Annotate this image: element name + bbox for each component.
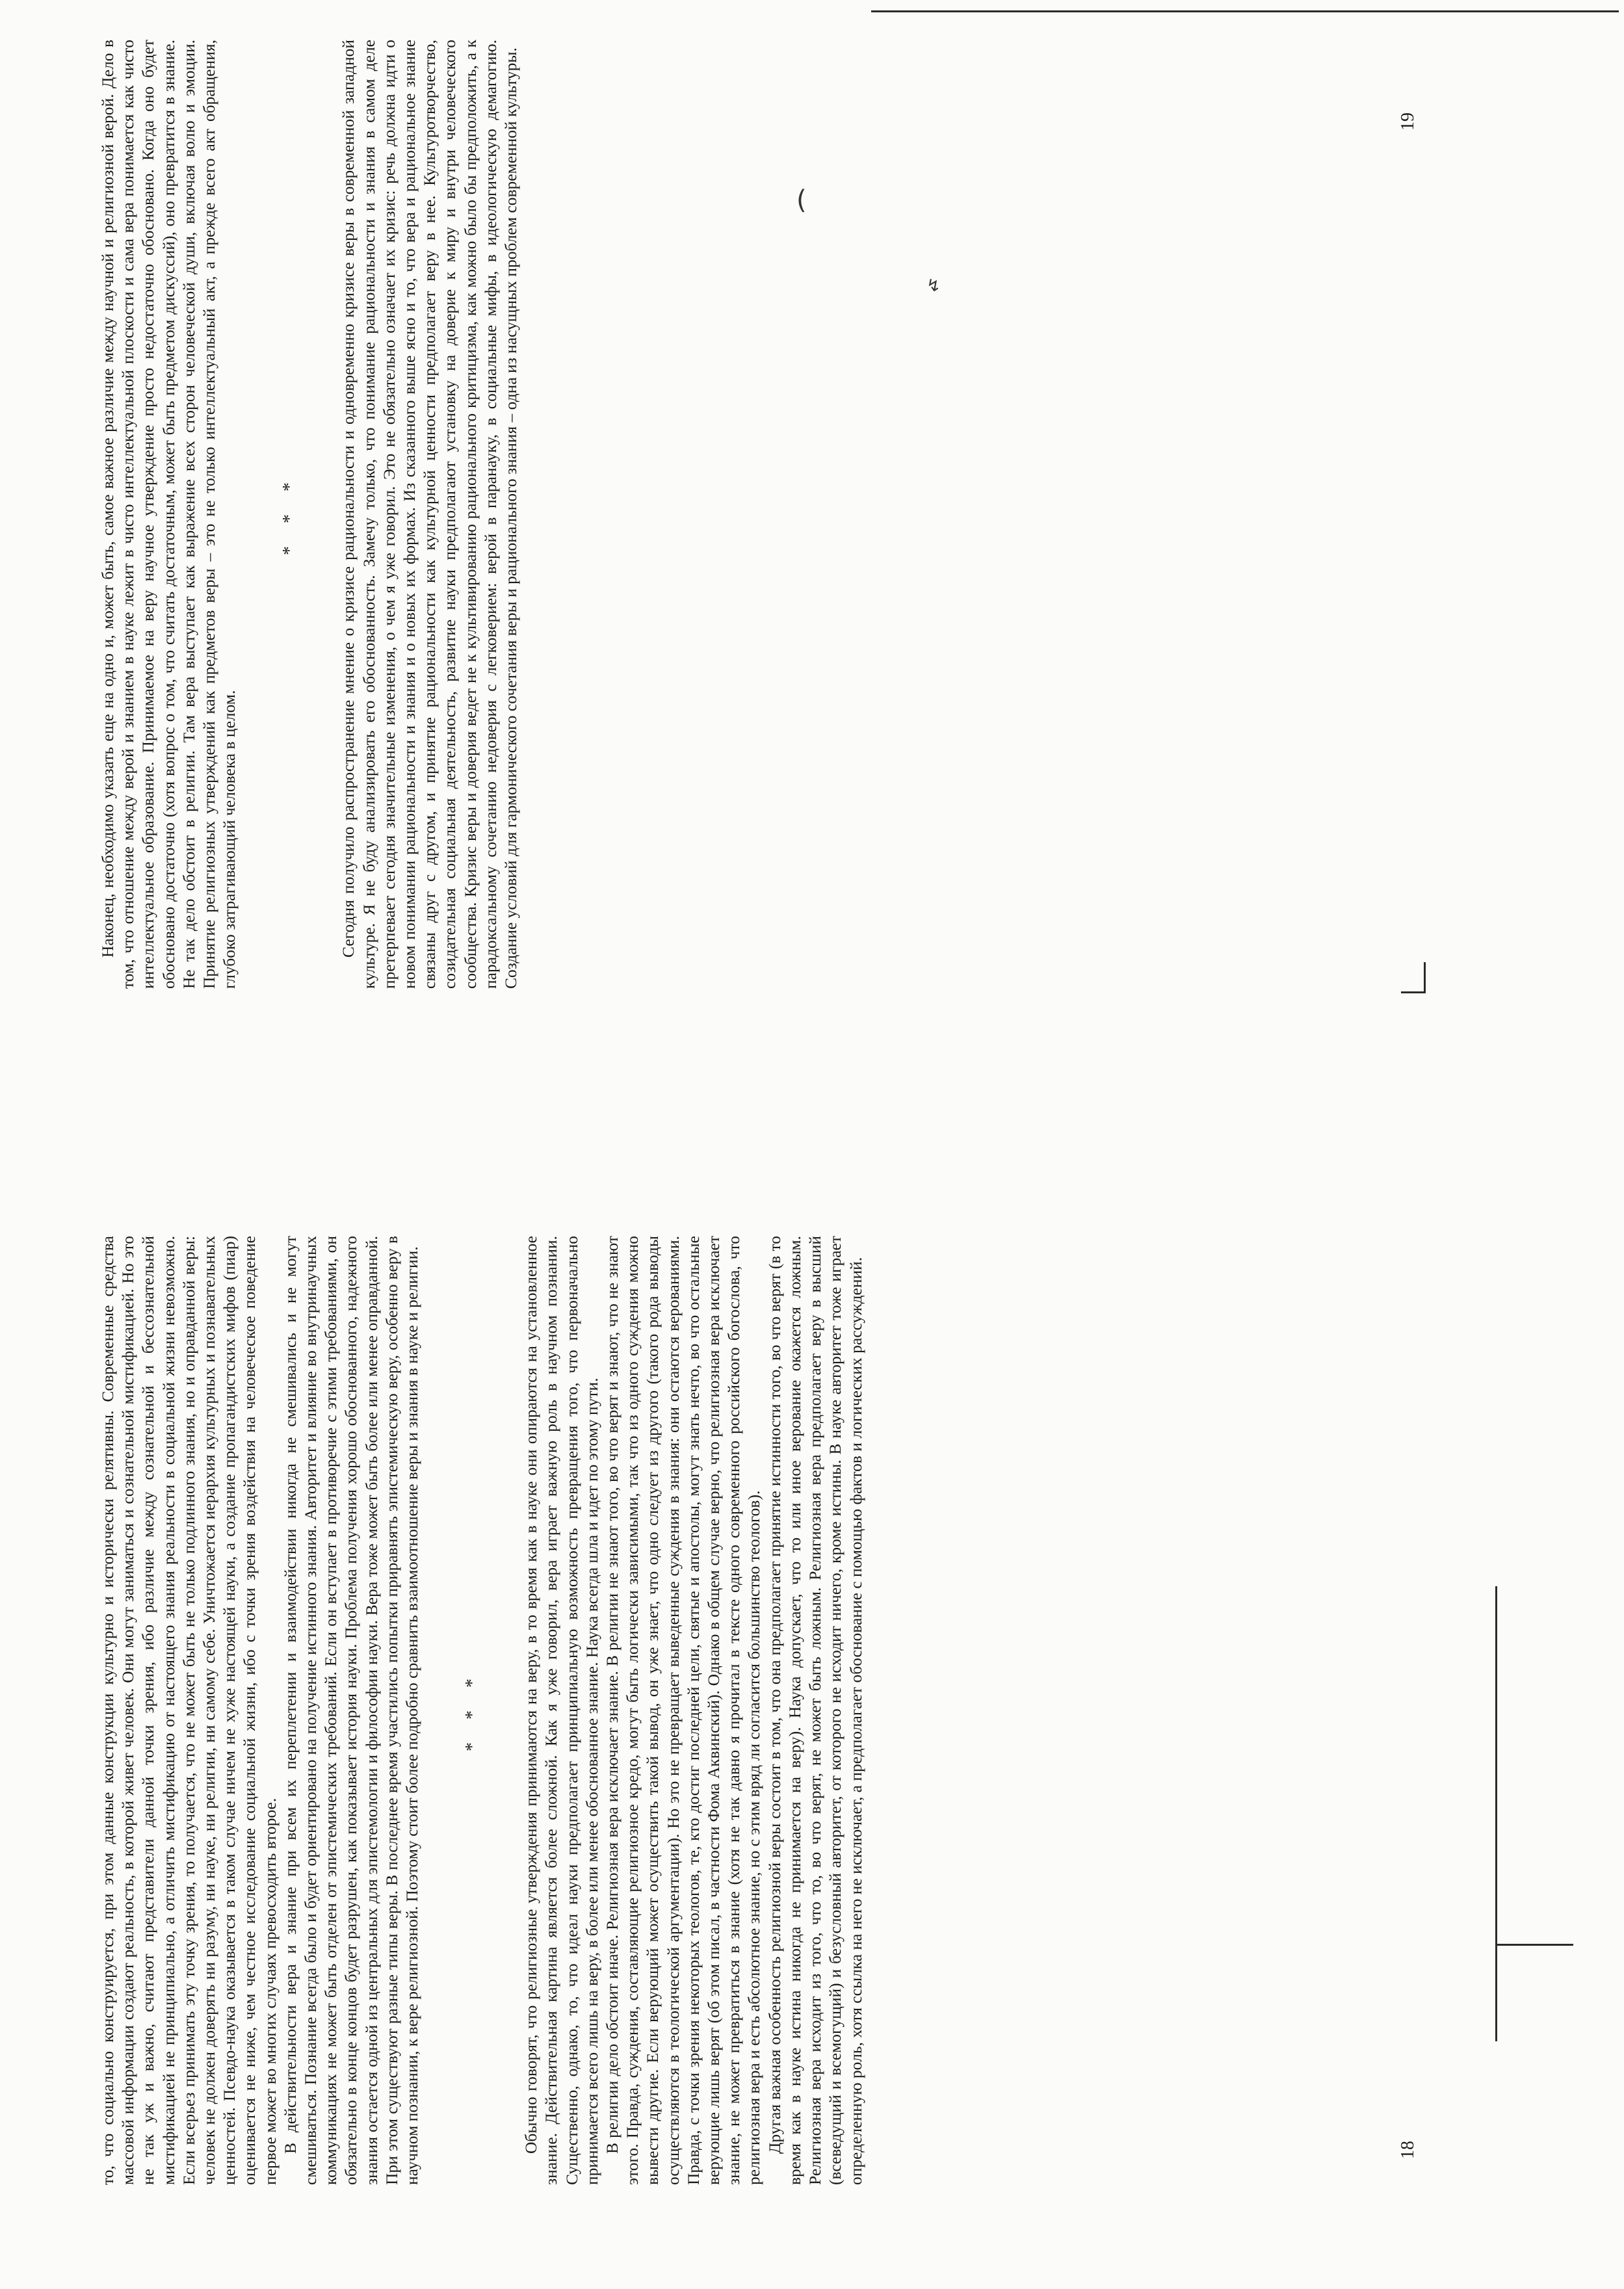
scan-speck-curve: ( bbox=[796, 185, 807, 215]
right-page-number: 19 bbox=[1398, 112, 1418, 131]
left-paragraph-3: Обычно говорят, что религиозные утверждения принимаются на веру, в то время как в науке они опираются на установленное знание. Действительная картина является более сложной. Как я уже говорил, вера играет важную роль в научном познании. Существенно, однако, то, что идеал науки предполагает принципиальную возможность превращения того, что первоначально принимается всего лишь на веру, в более или менее обоснованное знание. Наука всегда шла и идет по этому пути. bbox=[521, 1236, 601, 2185]
left-paragraph-1: то, что социально конструируется, при этом данные конструкции культурно и исторически релятивны. Современные средства массовой информации создают реальность, в которой живет человек. Они могут заниматься и сознательной мистификацией. Но это не так уж и важно, считают представители данной точки зрения, ибо различие между сознательной и бессознательной мистификацией не принципиально, а отличить мистификацию от настоящего знания реальности в социальной жизни невозможно. Если всерьез принимать эту точку зрения, то получается, что не может быть не только подлинного знания, но и оправданной веры: человек не должен доверять ни разуму, ни науке, ни религии, ни самому себе. Уничтожается иерархия культурных и познавательных ценностей. Псевдо-наука оказывается в таком случае ничем не хуже настоящей науки, а создание пропагандистских мифов (пиар) оценивается не ниже, чем честное исследование социальной жизни, ибо с точки зрения воздействия на человеческое поведение первое может во многих случаях превосходить второе. bbox=[98, 1236, 280, 2185]
left-page bbox=[98, 1236, 866, 2185]
right-paragraph-2: Сегодня получило распространение мнение о кризисе рациональности и одновременно кризисе веры в современной западной культуре. Я не буду анализировать его обоснованность. Замечу только, что понимание рациональности и знания в самом деле претерпевает сегодня значительные изменения, о чем я уже говорил. Это не обязательно означает их кризис: речь должна идти о новом понимании рациональности и знания и о новых их формах. Из сказанного выше ясно и то, что вера и рациональное знание связаны друг с другом, и принятие рациональности как культурной ценности предполагает веру в нее. Культуротворчество, созидательная социальная деятельность, развитие науки предполагают установку на доверие к миру и внутри человеческого сообщества. Кризис веры и доверия ведет не к культивированию рационального критицизма, как можно было бы предположить, а к парадоксальному сочетанию недоверия с легковерием: верой в паранауку, в социальные мифы, в идеологическую демагогию. Создание условий для гармонического сочетания веры и рационального знания – одна из насущных проблем современной культуры. bbox=[339, 40, 521, 989]
left-paragraph-5: Другая важная особенность религиозной веры состоит в том, что она предполагает принятие истинности того, во что верят (в то время как в науке истина никогда не принимается на веру). Наука допускает, что то или иное верование окажется ложным. Религиозная вера исходит из того, что то, во что верят, не может быть ложным. Религиозная вера предполагает веру в высший (всеведущий и всемогущий) и безусловный авторитет, от которого не исходит ничего, кроме истины. В науке авторитет тоже играет определенную роль, хотя ссылка на него не исключает, а предполагает обоснование с помощью фактов и логических рассуждений. bbox=[765, 1236, 865, 2185]
left-paragraph-4: В религии дело обстоит иначе. Религиозная вера исключает знание. В религии не знают того, во что верят и знают, что не знают этого. Правда, суждения, составляющие религиозное кредо, могут быть логически зависимыми, так что из одного суждения можно вывести другие. Если верующий может осуществить такой вывод, он уже знает, что одно следует из другого (такого рода выводы осуществляются в теологической аргументации). Но это не превращает выведенные суждения в знания: они остаются верованиями. Правда, с точки зрения некоторых теологов, те, кто достиг последней цели, святые и апостолы, могут знать нечто, во что остальные верующие лишь верят (об этом писал, в частности Фома Аквинский). Однако в общем случае верно, что религиозная вера исключает знание, не может превратиться в знание (хотя не так давно я прочитал в тексте одного современного российского богослова, что религиозная вера и есть абсолютное знание, но с этим вряд ли согласится большинство теологов). bbox=[603, 1236, 764, 2185]
right-paragraph-1: Наконец, необходимо указать еще на одно и, может быть, самое важное различие между научной и религиозной верой. Дело в том, что отношение между верой и знанием в науке лежит в чисто интеллектуальной плоскости и сама вера понимается как чисто интеллектуальное образование. Принимаемое на веру научное утверждение просто недостаточно обосновано. Когда оно будет обосновано достаточно (хотя вопрос о том, что считать достаточным, может быть предметом дискуссий), оно превратится в знание. Не так дело обстоит в религии. Там вера выступает как выражение всех сторон человеческой души, включая волю и эмоции. Принятие религиозных утверждений как предметов веры – это не только интеллектуальный акт, а прежде всего акт обращения, глубоко затрагивающий человека в целом. bbox=[98, 40, 239, 989]
scan-speck: ↯ bbox=[926, 276, 941, 296]
right-section-divider: * * * bbox=[280, 473, 300, 555]
left-paragraph-2: В действительности вера и знание при всем их переплетении и взаимодействии никогда не смешивались и не могут смешиваться. Познание всегда было и будет ориентировано на получение истинного знания. Авторитет и влияние во внутринаучных коммуникациях не может быть отделен от эпистемических требований. Если он вступает в противоречие с этими требованиями, он обязательно в конце концов будет разрушен, как показывает история науки. Проблема получения хорошо обоснованного, надежного знания остается одной из центральных для эпистемологии и философии науки. Вера тоже может быть более или менее оправданной. При этом существуют разные типы веры. В последнее время участились попытки приравнять эпистемическую веру, особенно веру в научном познании, к вере религиозной. Поэтому стоит более подробно сравнить взаимоотношение веры и знания в науке и религии. bbox=[280, 1236, 422, 2185]
left-page-number: 18 bbox=[1398, 2141, 1418, 2159]
left-section-divider: * * * bbox=[462, 1669, 483, 1751]
right-page bbox=[98, 40, 521, 989]
